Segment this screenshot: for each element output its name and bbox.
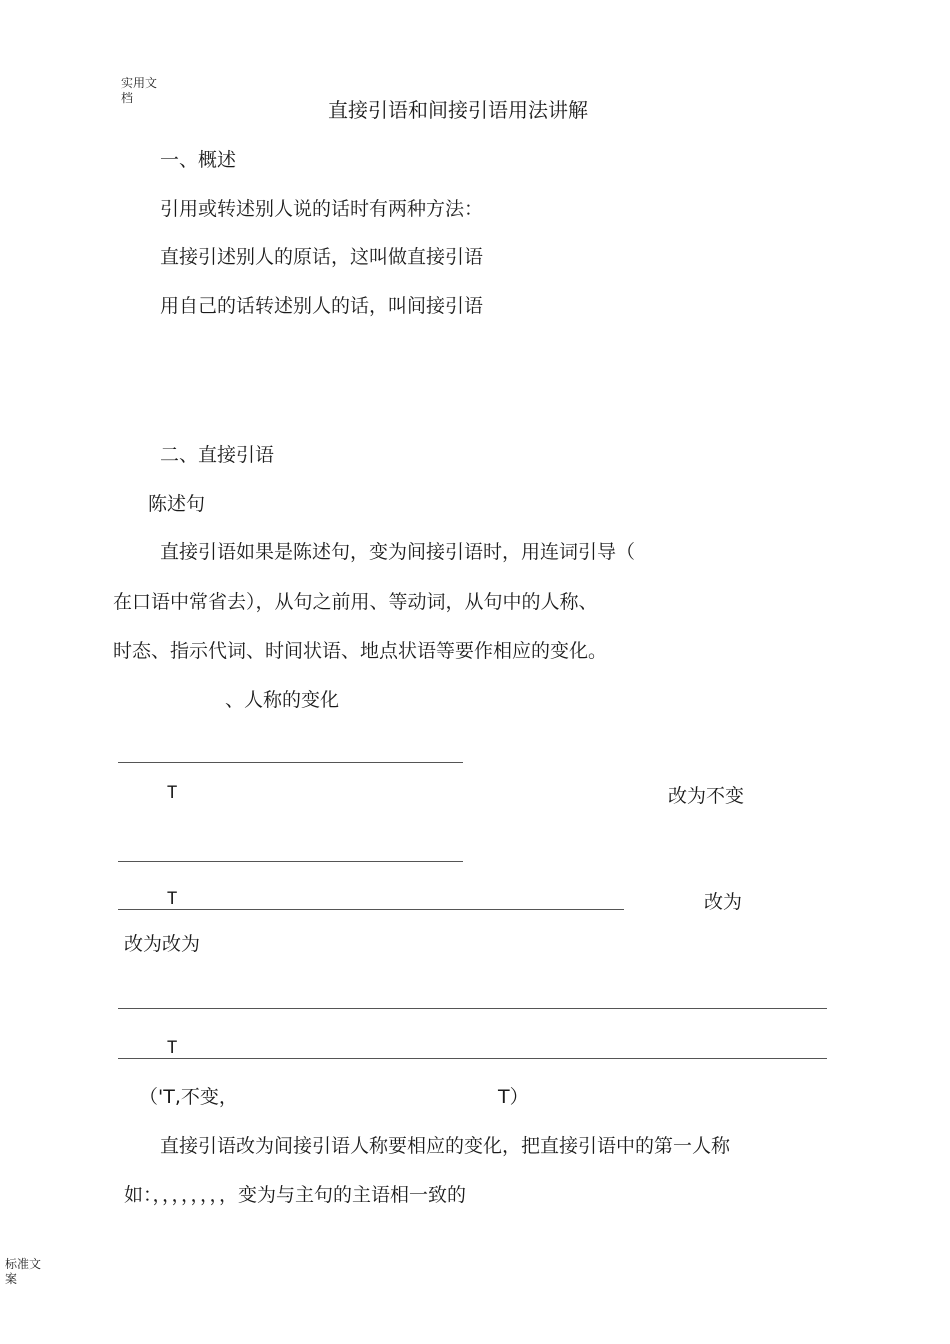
section2-heading: 二、直接引语 bbox=[160, 444, 275, 466]
row1-right-text: 改为不变 bbox=[668, 785, 745, 807]
footer-label bbox=[5, 1257, 41, 1287]
section2-paragraph-line2: 在口语中常省去），从句之前用、等动词，从句中的人称、 bbox=[113, 591, 598, 613]
section1-heading: 一、概述 bbox=[160, 149, 237, 171]
row2-right-text: 改为 bbox=[704, 891, 743, 913]
footer-label-line2: 案 bbox=[5, 1272, 18, 1286]
table-rule-4 bbox=[118, 1008, 827, 1009]
section2-paragraph-line1: 直接引语如果是陈述句，变为间接引语时，用连词引导（ bbox=[160, 541, 636, 563]
section2-paragraph-line3: 时态、指示代词、时间状语、地点状语等要作相应的变化。 bbox=[113, 640, 608, 662]
closing-line2: 如：，，，，，，，，变为与主句的主语相一致的 bbox=[124, 1184, 467, 1206]
note-left: （'T,不变， bbox=[139, 1086, 238, 1108]
section2-sub-item: 、人称的变化 bbox=[225, 689, 340, 711]
section1-intro: 引用或转述别人说的话时有两种方法： bbox=[160, 198, 484, 220]
header-label bbox=[121, 76, 157, 106]
table-rule-1 bbox=[118, 762, 463, 763]
table-rule-2 bbox=[118, 861, 463, 862]
row2-arrow: T bbox=[167, 889, 178, 909]
row3-arrow: T bbox=[167, 1038, 178, 1058]
table-rule-5 bbox=[118, 1058, 827, 1059]
header-label-line2: 档 bbox=[121, 91, 134, 105]
section1-indirect-definition: 用自己的话转述别人的话，叫间接引语 bbox=[160, 295, 484, 317]
document-title: 直接引语和间接引语用法讲解 bbox=[328, 98, 588, 122]
row2-continuation: 改为改为 bbox=[124, 933, 201, 955]
section2-subheading: 陈述句 bbox=[148, 493, 206, 515]
row1-arrow: T bbox=[167, 783, 178, 803]
header-label-line1: 实用文 bbox=[121, 76, 158, 90]
table-rule-3 bbox=[118, 909, 624, 910]
closing-line1: 直接引语改为间接引语人称要相应的变化，把直接引语中的第一人称 bbox=[160, 1135, 731, 1157]
note-right: T） bbox=[498, 1086, 529, 1108]
section1-direct-definition: 直接引述别人的原话，这叫做直接引语 bbox=[160, 246, 484, 268]
footer-label-line1: 标准文 bbox=[5, 1257, 42, 1271]
